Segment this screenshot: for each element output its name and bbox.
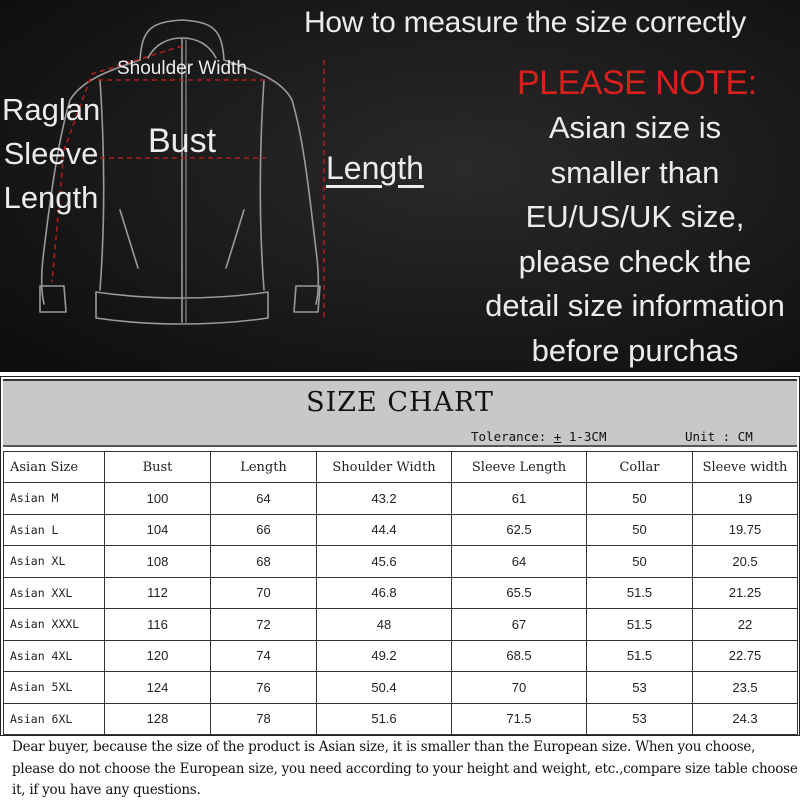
table-cell: 61 xyxy=(452,483,587,515)
table-cell: 51.6 xyxy=(317,703,452,735)
table-cell: 66 xyxy=(211,514,317,546)
table-cell: 51.5 xyxy=(587,640,693,672)
size-name-cell: Asian 6XL xyxy=(4,703,105,735)
table-row xyxy=(4,546,798,578)
table-row xyxy=(4,514,798,546)
table-cell: 21.25 xyxy=(693,577,798,609)
please-note-title: PLEASE NOTE: xyxy=(517,64,757,102)
size-name-cell: Asian 5XL xyxy=(4,672,105,704)
column-header: Collar xyxy=(587,452,693,483)
size-chart-header xyxy=(3,379,797,447)
table-cell: 51.5 xyxy=(587,577,693,609)
table-cell: 53 xyxy=(587,703,693,735)
table-cell: 20.5 xyxy=(693,546,798,578)
table-cell: 108 xyxy=(105,546,211,578)
table-cell: 68 xyxy=(211,546,317,578)
table-cell: 44.4 xyxy=(317,514,452,546)
table-header-row xyxy=(4,452,798,483)
table-cell: 78 xyxy=(211,703,317,735)
table-cell: 53 xyxy=(587,672,693,704)
table-cell: 23.5 xyxy=(693,672,798,704)
tolerance-value: 1-3CM xyxy=(568,429,607,444)
column-header: Shoulder Width xyxy=(317,452,452,483)
table-cell: 24.3 xyxy=(693,703,798,735)
size-chart-title: SIZE CHART xyxy=(306,387,494,418)
measurement-banner xyxy=(0,0,800,372)
table-cell: 104 xyxy=(105,514,211,546)
size-name-cell: Asian M xyxy=(4,483,105,515)
column-header: Sleeve width xyxy=(693,452,798,483)
tolerance-sign: + xyxy=(553,429,562,444)
table-cell: 70 xyxy=(211,577,317,609)
table-row xyxy=(4,577,798,609)
size-chart xyxy=(0,376,800,736)
table-cell: 100 xyxy=(105,483,211,515)
table-cell: 124 xyxy=(105,672,211,704)
raglan-sleeve-length-label: Raglan Sleeve Length xyxy=(2,92,101,215)
table-cell: 71.5 xyxy=(452,703,587,735)
table-cell: 50.4 xyxy=(317,672,452,704)
table-cell: 50 xyxy=(587,514,693,546)
table-cell: 22.75 xyxy=(693,640,798,672)
table-row xyxy=(4,703,798,735)
unit-label: Unit : CM xyxy=(685,429,753,444)
size-name-cell: Asian 4XL xyxy=(4,640,105,672)
table-row xyxy=(4,483,798,515)
size-name-cell: Asian XXXL xyxy=(4,609,105,641)
tolerance-label: Tolerance: xyxy=(471,429,547,444)
table-cell: 19.75 xyxy=(693,514,798,546)
size-name-cell: Asian XXL xyxy=(4,577,105,609)
bust-label: Bust xyxy=(148,122,217,160)
shoulder-width-label: Shoulder Width xyxy=(117,58,247,79)
tolerance xyxy=(471,429,607,444)
table-cell: 72 xyxy=(211,609,317,641)
table-cell: 50 xyxy=(587,546,693,578)
table-cell: 48 xyxy=(317,609,452,641)
table-cell: 120 xyxy=(105,640,211,672)
table-row xyxy=(4,609,798,641)
column-header: Length xyxy=(211,452,317,483)
length-label: Length xyxy=(326,150,424,186)
table-row xyxy=(4,640,798,672)
size-table-body xyxy=(4,483,798,735)
table-cell: 67 xyxy=(452,609,587,641)
table-cell: 22 xyxy=(693,609,798,641)
table-cell: 43.2 xyxy=(317,483,452,515)
size-name-cell: Asian XL xyxy=(4,546,105,578)
table-cell: 49.2 xyxy=(317,640,452,672)
table-cell: 19 xyxy=(693,483,798,515)
column-header: Sleeve Length xyxy=(452,452,587,483)
table-cell: 64 xyxy=(452,546,587,578)
size-table xyxy=(3,451,798,735)
table-cell: 128 xyxy=(105,703,211,735)
column-header: Bust xyxy=(105,452,211,483)
column-header: Asian Size xyxy=(4,452,105,483)
table-cell: 46.8 xyxy=(317,577,452,609)
size-name-cell: Asian L xyxy=(4,514,105,546)
buyer-notice: Dear buyer, because the size of the product is Asian size, it is smaller than the European size. When you choose, please do not choose the European size, you need according to your height and weight, etc.,compare size table choose it, if you have any questions. xyxy=(12,739,798,798)
table-cell: 64 xyxy=(211,483,317,515)
measure-headline: How to measure the size correctly xyxy=(304,6,746,39)
table-cell: 50 xyxy=(587,483,693,515)
table-cell: 76 xyxy=(211,672,317,704)
table-cell: 51.5 xyxy=(587,609,693,641)
table-cell: 65.5 xyxy=(452,577,587,609)
table-cell: 62.5 xyxy=(452,514,587,546)
table-row xyxy=(4,672,798,704)
please-note-body: Asian size is smaller than EU/US/UK size, please check the detail size information before purchas xyxy=(485,110,785,368)
table-cell: 45.6 xyxy=(317,546,452,578)
table-cell: 70 xyxy=(452,672,587,704)
table-cell: 116 xyxy=(105,609,211,641)
table-cell: 112 xyxy=(105,577,211,609)
table-cell: 74 xyxy=(211,640,317,672)
table-cell: 68.5 xyxy=(452,640,587,672)
